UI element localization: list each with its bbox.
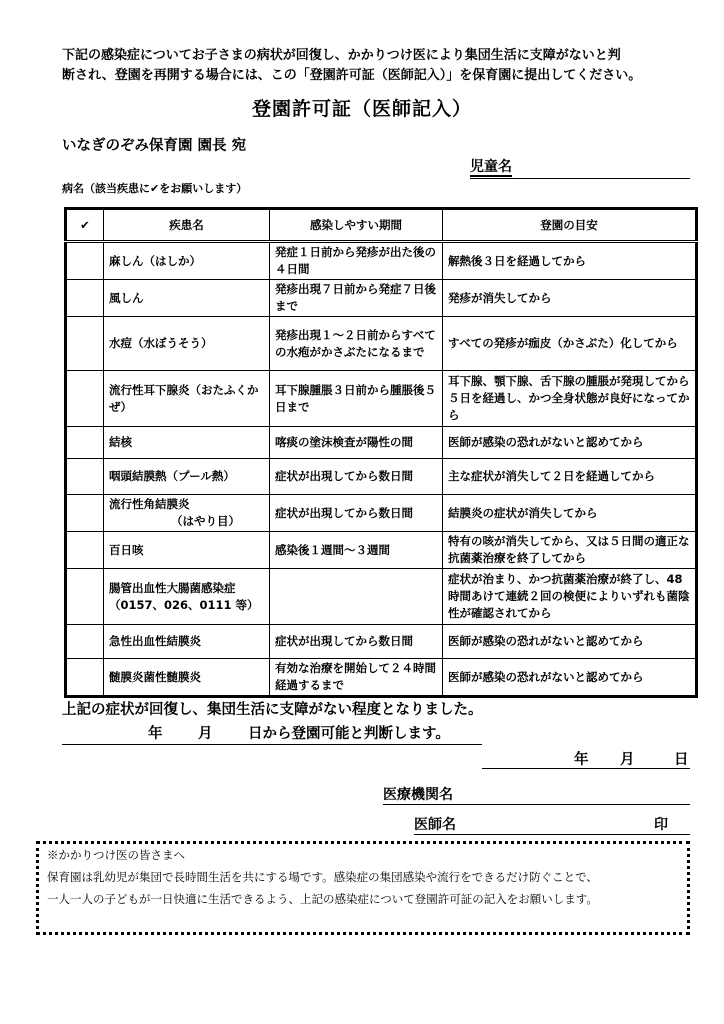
return-day-text: 日から登園可能と判断します。	[248, 726, 450, 742]
period-cell: 耳下腺腫脹３日前から腫脹後５日まで	[270, 371, 443, 427]
child-name-field[interactable]	[470, 156, 690, 179]
issue-year-label: 年	[574, 752, 589, 768]
page-title: 登園許可証（医師記入）	[251, 98, 472, 120]
disease-cell: 麻しん（はしか）	[104, 242, 270, 280]
guideline-cell: 医師が感染の恐れがないと認めてから	[443, 659, 697, 697]
header-disease: 疾患名	[104, 209, 270, 242]
conclusion-text: 上記の症状が回復し、集団生活に支障がない程度となりました。	[62, 702, 483, 718]
period-cell: 有効な治療を開始して２４時間経過するまで	[270, 659, 443, 697]
table-row	[66, 459, 697, 495]
institution-label: 医療機関名	[383, 787, 453, 803]
check-cell[interactable]	[66, 532, 104, 569]
doctor-field[interactable]	[414, 814, 690, 835]
period-cell: 感染後１週間～３週間	[270, 532, 443, 569]
table-row	[66, 280, 697, 317]
disease-instruction: 病名（該当疾患に✔をお願いします）	[62, 182, 248, 195]
period-cell	[270, 569, 443, 625]
doctor-label: 医師名	[414, 817, 456, 833]
disease-cell: 結核	[104, 427, 270, 459]
period-cell: 症状が出現してから数日間	[270, 459, 443, 495]
header-period: 感染しやすい期間	[270, 209, 443, 242]
disease-cell: 流行性耳下腺炎（おたふくかぜ）	[104, 371, 270, 427]
table-row	[66, 659, 697, 697]
period-cell: 症状が出現してから数日間	[270, 495, 443, 532]
check-cell[interactable]	[66, 495, 104, 532]
period-cell: 喀痰の塗沫検査が陽性の間	[270, 427, 443, 459]
return-year-label: 年	[148, 726, 163, 742]
guideline-cell: 解熱後３日を経過してから	[443, 242, 697, 280]
guideline-cell: 結膜炎の症状が消失してから	[443, 495, 697, 532]
table-row	[66, 427, 697, 459]
period-cell: 発疹出現１～２日前からすべての水疱がかさぶたになるまで	[270, 317, 443, 371]
disease-cell: 流行性角結膜炎 （はやり目）	[104, 495, 270, 532]
guideline-cell: 発疹が消失してから	[443, 280, 697, 317]
check-cell[interactable]	[66, 371, 104, 427]
intro-line-1: 下記の感染症についてお子さまの病状が回復し、かかりつけ医により集団生活に支障がないと判	[62, 48, 621, 63]
check-cell[interactable]	[66, 625, 104, 659]
table-header-row	[66, 209, 697, 242]
disease-table	[64, 207, 698, 698]
guideline-cell: 医師が感染の恐れがないと認めてから	[443, 625, 697, 659]
note-line-2: 一人一人の子どもが一日快適に生活できるよう、上記の感染症について登園許可証の記入をお願いします。	[47, 892, 598, 906]
header-check: ✔	[66, 209, 104, 242]
table-row	[66, 242, 697, 280]
guideline-cell: 症状が治まり、かつ抗菌薬治療が終了し、48 時間あけて連続２回の検便によりいずれも菌陰性が確認されてから	[443, 569, 697, 625]
issue-date-field[interactable]	[482, 748, 690, 769]
institution-field[interactable]	[383, 784, 690, 805]
check-cell[interactable]	[66, 242, 104, 280]
guideline-cell: すべての発疹が痂皮（かさぶた）化してから	[443, 317, 697, 371]
disease-cell: 百日咳	[104, 532, 270, 569]
child-name-label: 児童名	[470, 159, 512, 175]
addressee: いなぎのぞみ保育園 園長 宛	[62, 138, 247, 154]
guideline-cell: 耳下腺、顎下腺、舌下腺の腫脹が発現してから５日を経過し、かつ全身状態が良好になってから	[443, 371, 697, 427]
check-cell[interactable]	[66, 280, 104, 317]
disease-cell: 水痘（水ぼうそう）	[104, 317, 270, 371]
return-month-label: 月	[198, 726, 213, 742]
guideline-cell: 特有の咳が消失してから、又は５日間の適正な抗菌薬治療を終了してから	[443, 532, 697, 569]
seal-label: 印	[654, 817, 668, 833]
period-cell: 発疹出現７日前から発症７日後まで	[270, 280, 443, 317]
disease-cell: 腸管出血性大腸菌感染症 （0157、026、0111 等）	[104, 569, 270, 625]
table-row	[66, 317, 697, 371]
period-cell: 発症１日前から発疹が出た後の４日間	[270, 242, 443, 280]
header-guideline: 登園の目安	[443, 209, 697, 242]
note-line-1: 保育園は乳幼児が集団で長時間生活を共にする場です。感染症の集団感染や流行をできるだけ防ぐことで、	[47, 870, 598, 884]
check-cell[interactable]	[66, 569, 104, 625]
return-date-field[interactable]	[62, 722, 482, 745]
table-row	[66, 532, 697, 569]
note-heading: ※かかりつけ医の皆さまへ	[47, 848, 185, 862]
table-row	[66, 569, 697, 625]
check-cell[interactable]	[66, 659, 104, 697]
intro-text	[62, 46, 692, 86]
check-cell[interactable]	[66, 427, 104, 459]
period-cell: 症状が出現してから数日間	[270, 625, 443, 659]
issue-month-label: 月	[620, 752, 635, 768]
table-row	[66, 495, 697, 532]
guideline-cell: 主な症状が消失して２日を経過してから	[443, 459, 697, 495]
check-cell[interactable]	[66, 317, 104, 371]
disease-cell: 髄膜炎菌性髄膜炎	[104, 659, 270, 697]
check-cell[interactable]	[66, 459, 104, 495]
guideline-cell: 医師が感染の恐れがないと認めてから	[443, 427, 697, 459]
disease-cell: 咽頭結膜熱（プール熱）	[104, 459, 270, 495]
intro-line-2: 断され、登園を再開する場合には、この「登園許可証（医師記入）」を保育園に提出してください。	[62, 68, 642, 83]
table-row	[66, 625, 697, 659]
disease-cell: 風しん	[104, 280, 270, 317]
disease-cell: 急性出血性結膜炎	[104, 625, 270, 659]
issue-day-label: 日	[674, 752, 689, 768]
table-row	[66, 371, 697, 427]
note-box	[36, 841, 690, 935]
